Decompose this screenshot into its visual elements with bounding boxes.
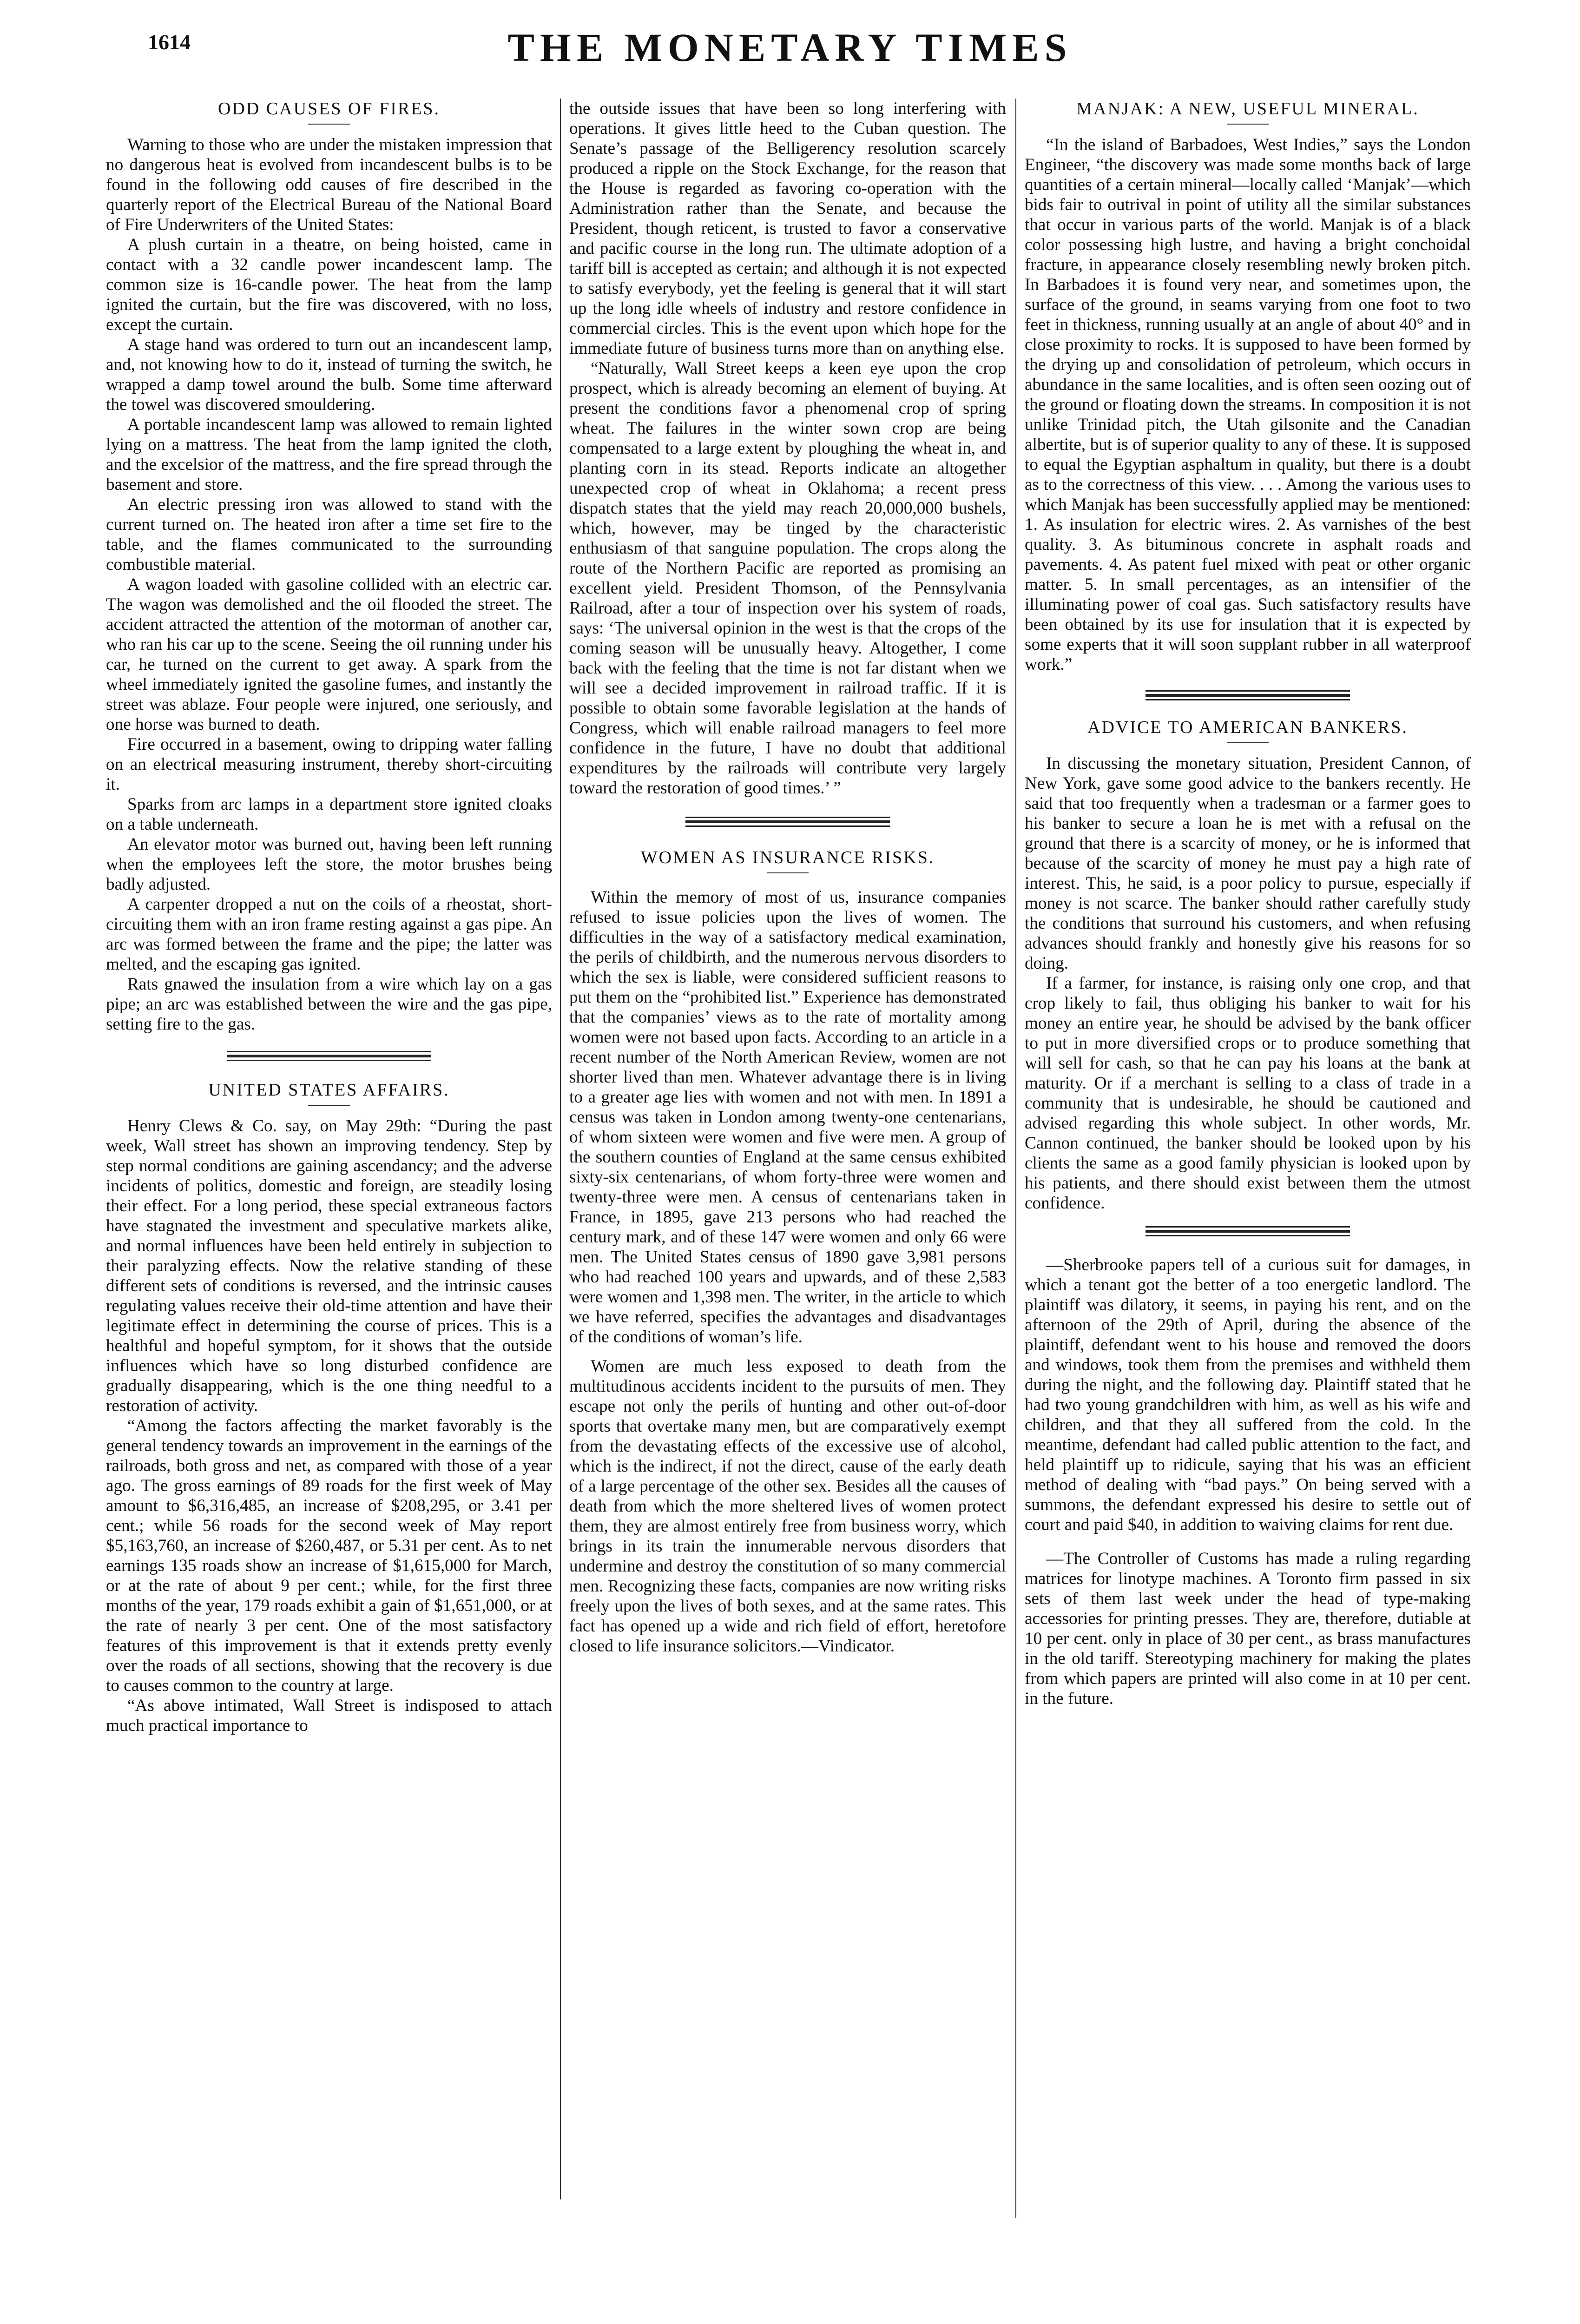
paragraph: If a farmer, for instance, is raising only one crop, and that crop likely to fail, thus obliging his banker to wait for his money an entire year, he should be advised by the bank officer to put in more diversified crops or to produce something that will sell for cash, so that he can pay his loans at the bank at maturity. Or if a merchant is selling to a class of trade in a community that is undesirable, he should be cautioned and advised regarding this whole subject. In other words, Mr. Cannon continued, the banker should be looked upon by his clients the same as a good family physician is looked upon by his patients, and there should exist between them the utmost confidence.	[1025, 974, 1471, 1213]
paragraph: Warning to those who are under the mistaken impression that no dangerous heat is evolved from incandescent bulbs is to be found in the following odd causes of fire described in the quarterly report of the Electrical Bureau of the National Board of Fire Underwriters of the United States:	[106, 135, 552, 234]
section-separator	[1146, 690, 1350, 700]
paragraph: “Among the factors affecting the market favorably is the general tendency towards an improvement in the earnings of the railroads, both gross and net, as compared with those of a year ago. The gross earnings of 89 roads for the first week of May amount to $6,316,485, an increase of $208,295, or 3.41 per cent.; while 56 roads for the second week of May report $5,163,760, an increase of $260,487, or 5.31 per cent. As to net earnings 135 roads show an increase of $1,615,000 for March, or at the rate of about 9 per cent.; while, for the first three months of the year, 179 roads exhibit a gain of $1,651,000, or at the rate of nearly 3 per cent. One of the most satisfactory features of this improvement is that it extends pretty evenly over the roads of all sections, showing that the recovery is due to causes common to the country at large.	[106, 1416, 552, 1695]
paragraph: An electric pressing iron was allowed to stand with the current turned on. The heated iron after a time set fire to the table, and the flames communicated to the surrounding combustible material.	[106, 495, 552, 574]
article-title: UNITED STATES AFFAIRS.	[208, 1080, 450, 1100]
title-rule	[767, 872, 809, 873]
section-separator	[685, 817, 890, 827]
title-rule	[1227, 742, 1269, 743]
paragraph: In discussing the monetary situation, President Cannon, of New York, gave some good advice to the bankers recently. He said that too frequently when a tradesman or a farmer goes to his banker to secure a loan he is met with a refusal on the ground that there is a scarcity of money, or he is informed that because of the scarcity of money he must pay a high rate of interest. This, he said, is a poor policy to pursue, especially if money is not scarce. The banker should rather carefully study the conditions that surround his customers, and when refusing advances should frankly and honestly give his reasons for so doing.	[1025, 754, 1471, 973]
paragraph: A portable incandescent lamp was allowed to remain lighted lying on a mattress. The heat from the lamp ignited the cloth, and the excelsior of the mattress, and the fire spread through the basement and store.	[106, 415, 552, 494]
section-separator	[1146, 1226, 1350, 1236]
paragraph: An elevator motor was burned out, having been left running when the employees left the store, the motor brushes being badly adjusted.	[106, 835, 552, 894]
paragraph: —The Controller of Customs has made a ruling regarding matrices for linotype machines. A Toronto firm passed in six sets of them last week under the head of type-making accessories for printing presses. They are, therefore, dutiable at 10 per cent. only in place of 30 per cent., as brass manufactures in the old tariff. Stereotyping machinery for making the plates from which papers are printed will also come in at 10 per cent. in the future.	[1025, 1549, 1471, 1708]
article-title: ADVICE TO AMERICAN BANKERS.	[1087, 718, 1408, 737]
paragraph: Fire occurred in a basement, owing to dripping water falling on an electrical measuring instrument, thereby short-circuiting it.	[106, 735, 552, 794]
column-rule	[1015, 99, 1016, 2218]
paragraph: A carpenter dropped a nut on the coils of a rheostat, short-circuiting them with an iron frame resting against a gas pipe. An arc was formed between the frame and the pipe; the latter was melted, and the escaping gas ignited.	[106, 895, 552, 974]
column-1	[106, 99, 552, 2195]
paragraph: A wagon loaded with gasoline collided with an electric car. The wagon was demolished and the oil flooded the street. The accident attracted the attention of the motorman of another car, who ran his car up to the scene. Seeing the oil running under his car, he turned on the current to get away. A spark from the wheel immediately ignited the gasoline fumes, and instantly the street was ablaze. Four people were injured, one seriously, and one horse was burned to death.	[106, 575, 552, 734]
column-2	[569, 99, 1006, 2190]
paragraph: “In the island of Barbadoes, West Indies,” says the London Engineer, “the discovery was made some months back of large quantities of a certain mineral—locally called ‘Manjak’—which bids fair to outrival in point of utility all the similar substances that occur in various parts of the world. Manjak is of a black color possessing high lustre, and having a bright conchoidal fracture, in appearance closely resembling newly broken pitch. In Barbadoes it is found very near, and sometimes upon, the surface of the ground, in seams varying from one foot to two feet in thickness, running usually at an angle of about 40° and in close proximity to rocks. It is supposed to have been formed by the drying up and consolidation of petroleum, which occurs in abundance in the same localities, and is often seen oozing out of the ground or floating down the streams. In composition it is not unlike Trinidad pitch, the Utah gilsonite and the Canadian albertite, but is of superior quality to any of these. It is supposed to equal the Egyptian asphaltum in quality, but there is a doubt as to the correctness of this view. . . . Among the various uses to which Manjak has been successfully applied may be mentioned: 1. As insulation for electric wires. 2. As varnishes of the best quality. 3. As bituminous concrete in asphalt roads and pavements. 4. As patent fuel mixed with peat or other organic matter. 5. In small percentages, as an intensifier of the illuminating power of coal gas. Such satisfactory results have been obtained by its use for insulation that it is expected by some experts that it will soon supplant rubber in all waterproof work.”	[1025, 135, 1471, 674]
paragraph: “Naturally, Wall Street keeps a keen eye upon the crop prospect, which is already becoming an element of buying. At present the conditions favor a phenomenal crop of spring wheat. The failures in the winter sown crop are being compensated to a large extent by ploughing the wheat in, and planting corn in its stead. Reports indicate an altogether unexpected crop of wheat in Oklahoma; a recent press dispatch states that the yield may reach 20,000,000 bushels, which, however, may be tinged by the characteristic enthusiasm of that sanguine population. The crops along the route of the Northern Pacific are reported as promising an excellent yield. President Thomson, of the Pennsylvania Railroad, after a tour of inspection over his system of roads, says: ‘The universal opinion in the west is that the crops of the coming season will be unusually heavy. Altogether, I come back with the feeling that the time is not far distant when we will see a decided improvement in railroad traffic. If it is possible to obtain some favorable legislation at the hands of Congress, which will enable railroad managers to feel more confidence in the future, I have no doubt that additional expenditures by the railroads will contribute very largely toward the restoration of good times.’ ”	[569, 359, 1006, 798]
paragraph: the outside issues that have been so long interfering with operations. It gives little heed to the Cuban question. The Senate’s passage of the Belligerency resolution scarcely produced a ripple on the Stock Exchange, for the reason that the House is regarded as favoring co-operation with the Administration rather than the Senate, and because the President, though reticent, is trusted to favor a conservative and pacific course in the long run. The ultimate adoption of a tariff bill is accepted as certain; and although it is not expected to satisfy everybody, yet the feeling is general that it will start up the long idle wheels of industry and restore confidence in commercial circles. This is the event upon which hope for the immediate future of business turns more than on anything else.	[569, 99, 1006, 358]
masthead-title: THE MONETARY TIMES	[507, 25, 1073, 70]
paragraph: Henry Clews & Co. say, on May 29th: “During the past week, Wall street has shown an improving tendency. Step by step normal conditions are gaining ascendancy; and the adverse incidents of politics, domestic and foreign, are steadily losing their effect. For a long period, these special extraneous factors have stagnated the investment and speculative markets alike, and normal influences have been held entirely in subjection to their paralyzing effects. Now the relative standing of these different sets of conditions is reversed, and the intrinsic causes regulating values receive their old-time attention and have their legitimate effect in determining the course of prices. This is a healthful and hopeful symptom, for it shows that the outside influences which have so long disturbed confidence are gradually disappearing, which is the one thing needful to a restoration of activity.	[106, 1116, 552, 1415]
article-title: ODD CAUSES OF FIRES.	[217, 99, 441, 119]
paragraph: Within the memory of most of us, insurance companies refused to issue policies upon the lives of women. The difficulties in the way of a satisfactory medical examination, the perils of childbirth, and the numerous nervous disorders to which the sex is liable, were considered sufficient reasons to put them on the “prohibited list.” Experience has demonstrated that the companies’ views as to the rate of mortality among women were not based upon facts. According to an article in a recent number of the North American Review, women are not shorter lived than men. Whatever advantage there is in living to a greater age lies with women and not with men. In 1891 a census was taken in London among twenty-one centenarians, of whom sixteen were women and five were men. A group of the southern counties of England at the same census exhibited sixty-six centenarians, of whom forty-three were women and twenty-three were men. A census of centenarians taken in France, in 1895, gave 213 persons who had reached the century mark, and of these 147 were women and only 66 were men. The United States census of 1890 gave 3,981 persons who had reached 100 years and upwards, and of these 2,583 were women and 1,398 men. The writer, in the article to which we have referred, specifies the advantages and disadvantages of the conditions of woman’s life.	[569, 888, 1006, 1347]
paragraph: “As above intimated, Wall Street is indisposed to attach much practical importance to	[106, 1696, 552, 1735]
page-number: 1614	[148, 30, 191, 54]
title-rule	[308, 1105, 350, 1106]
column-3	[1025, 99, 1471, 2218]
paragraph: A plush curtain in a theatre, on being hoisted, came in contact with a 32 candle power incandescent lamp. The common size is 16-candle power. The heat from the lamp ignited the curtain, but the fire was discovered, with no loss, except the curtain.	[106, 235, 552, 334]
paragraph: —Sherbrooke papers tell of a curious suit for damages, in which a tenant got the better of a too energetic landlord. The plaintiff was dilatory, it seems, in paying his rent, and on the afternoon of the 29th of April, during the absence of the plaintiff, defendant went to his house and removed the doors and windows, took them from the premises and withheld them during the night, and the following day. Plaintiff stated that he had two young grandchildren with him, as well as his wife and children, and that they all suffered from the cold. In the meantime, defendant had called public attention to the fact, and held plaintiff up to ridicule, saying that his was an efficient method of dealing with “bad pays.” On being served with a summons, the defendant expressed his desire to settle out of court and paid $40, in addition to waiving claims for rent due.	[1025, 1255, 1471, 1534]
article-title: MANJAK: A NEW, USEFUL MINERAL.	[1076, 99, 1419, 119]
paragraph: Rats gnawed the insulation from a wire which lay on a gas pipe; an arc was established between the wire and the gas pipe, setting fire to the gas.	[106, 975, 552, 1034]
paragraph: Women are much less exposed to death from the multitudinous accidents incident to the pursuits of men. They escape not only the perils of hunting and other out-of-door sports that overtake many men, but are comparatively exempt from the devastating effects of the excessive use of alcohol, which is the indirect, if not the direct, cause of the early death of a large percentage of the other sex. Besides all the causes of death from which the more sheltered lives of women protect them, they are almost entirely free from business worry, which brings in its train the innumerable nervous disorders that undermine and destroy the constitution of so many commercial men. Recognizing these facts, companies are now writing risks freely upon the lives of both sexes, and at the same rates. This fact has opened up a wide and rich field of effort, heretofore closed to life insurance solicitors.—Vindicator.	[569, 1357, 1006, 1656]
column-rule	[560, 99, 561, 2199]
paragraph: A stage hand was ordered to turn out an incandescent lamp, and, not knowing how to do it, instead of turning the switch, he wrapped a damp towel around the bulb. Some time afterward the towel was discovered smouldering.	[106, 335, 552, 414]
article-title: WOMEN AS INSURANCE RISKS.	[640, 848, 935, 867]
section-separator	[227, 1051, 431, 1061]
paragraph: Sparks from arc lamps in a department store ignited cloaks on a table underneath.	[106, 795, 552, 834]
title-rule	[1227, 124, 1269, 125]
title-rule	[308, 124, 350, 125]
